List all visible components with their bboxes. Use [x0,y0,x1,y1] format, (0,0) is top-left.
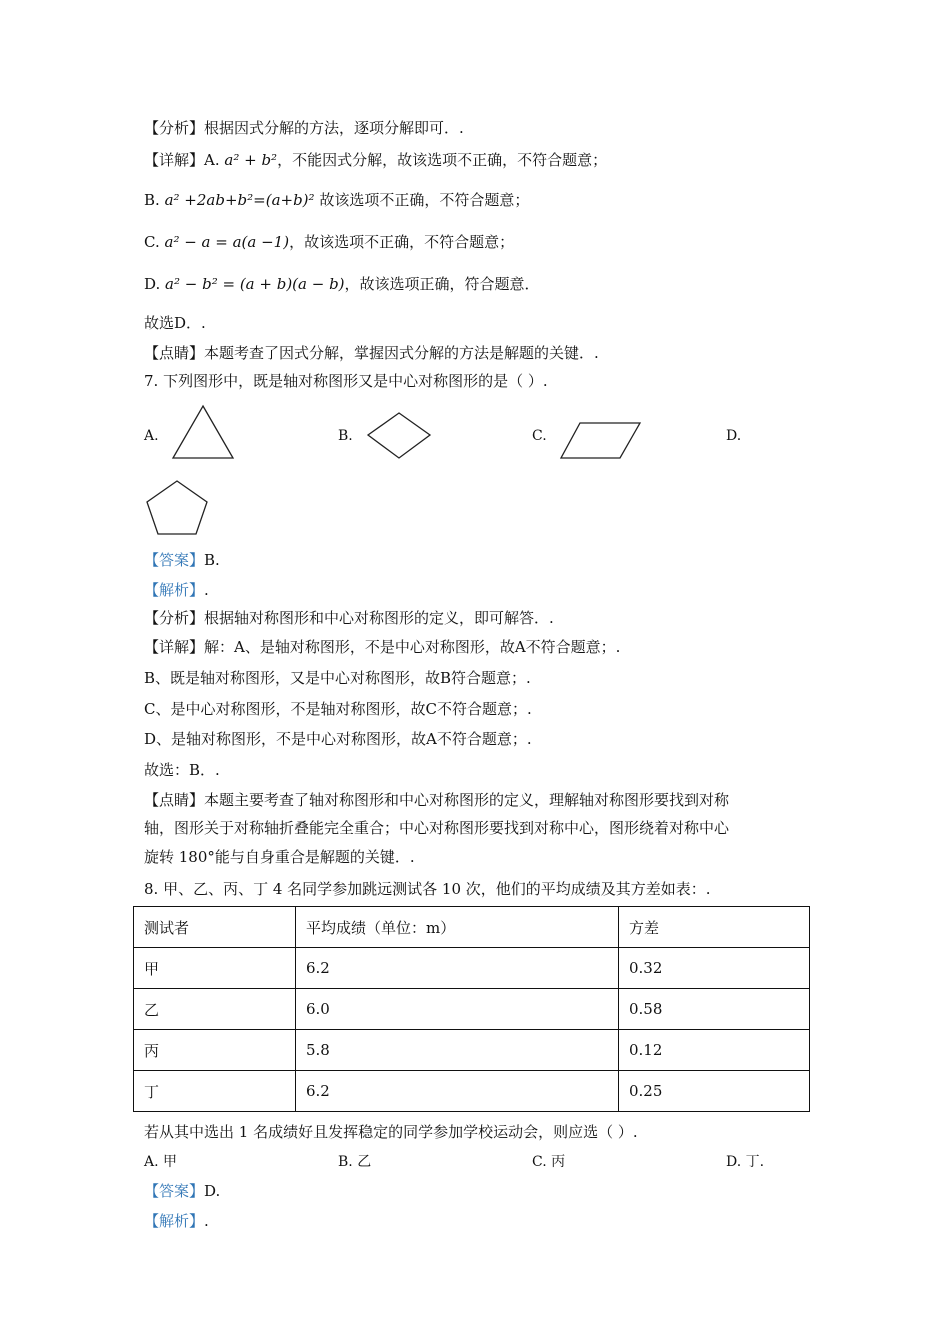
parallelogram-figure [560,422,642,460]
table-cell: 5.8 [296,1030,619,1071]
q6-comment: 【点睛】本题考查了因式分解，掌握因式分解的方法是解题的关键．. [144,344,599,362]
q7-option-c-label: C. [532,428,547,444]
q8-prompt: 若从其中选出 1 名成绩好且发挥稳定的同学参加学校运动会，则应选（ ）. [144,1123,638,1141]
q6-detail-d: D. a² − b² = (a + b)(a − b)，故该选项正确，符合题意． [144,275,540,293]
q8-option-b: B. 乙 [338,1154,372,1170]
table-header-row [134,907,810,948]
table-cell: 0.12 [619,1030,810,1071]
q7-comment-line-2: 轴，图形关于对称轴折叠能完全重合；中心对称图形要找到对称中心，图形绕着对称中心 [144,819,730,837]
table-row [134,948,810,989]
triangle-figure [172,404,234,460]
table-row [134,1030,810,1071]
pentagon-figure [146,480,208,536]
q7-analysis: 【分析】根据轴对称图形和中心对称图形的定义，即可解答．. [144,609,554,627]
q8-option-d: D. 丁. [726,1154,765,1170]
q6-detail-b: B. a² +2ab+b²=(a+b)² 故该选项不正确，不符合题意； [144,191,530,209]
table-cell: 乙 [134,989,296,1030]
q7-detail-a: 【详解】解：A、是轴对称图形，不是中心对称图形，故A不符合题意；. [144,638,621,656]
q7-explain: 【解析】. [144,581,209,599]
table-header-cell: 平均成绩（单位：m） [296,907,619,948]
table-cell: 甲 [134,948,296,989]
q8-explain: 【解析】. [144,1212,209,1230]
q7-detail-d: D、是轴对称图形，不是中心对称图形，故A不符合题意；. [144,730,532,748]
q6-c-expression: a² − a = a(a −1) [164,233,290,251]
q6-b-expression: a² +2ab+b²=(a+b)² [164,191,315,209]
table-cell: 6.2 [296,948,619,989]
q7-option-d-label: D. [726,428,742,444]
q6-d-expression: a² − b² = (a + b)(a − b) [165,275,345,293]
q8-score-table [133,906,810,1112]
q8-answer: 【答案】D. [144,1182,221,1200]
q8-question: 8. 甲、乙、丙、丁 4 名同学参加跳远测试各 10 次，他们的平均成绩及其方差如表：. [144,880,711,898]
q6-detail-c: C. a² − a = a(a −1)，故该选项不正确，不符合题意； [144,233,515,251]
q8-option-a: A. 甲 [144,1154,178,1170]
table-cell: 0.25 [619,1071,810,1112]
q6-choose: 故选D．. [144,314,206,332]
q6-a-expression: a² + b² [224,151,278,169]
table-row [134,1071,810,1112]
table-header-cell: 测试者 [134,907,296,948]
q7-answer: 【答案】B. [144,551,220,569]
q8-option-c: C. 丙 [532,1154,566,1170]
q7-question: 7. 下列图形中，既是轴对称图形又是中心对称图形的是（ ）. [144,372,548,390]
q7-option-a-label: A. [144,428,159,444]
q7-detail-b: B、既是轴对称图形，又是中心对称图形，故B符合题意；. [144,669,531,687]
table-cell: 0.32 [619,948,810,989]
q7-choose: 故选：B．. [144,761,220,779]
table-row [134,989,810,1030]
table-cell: 丁 [134,1071,296,1112]
table-header-cell: 方差 [619,907,810,948]
table-cell: 0.58 [619,989,810,1030]
rhombus-figure [367,412,431,460]
q7-detail-c: C、是中心对称图形，不是轴对称图形，故C不符合题意；. [144,700,532,718]
q6-analysis: 【分析】根据因式分解的方法，逐项分解即可．. [144,119,464,137]
table-cell: 6.2 [296,1071,619,1112]
table-cell: 丙 [134,1030,296,1071]
q7-option-b-label: B. [338,428,353,444]
q7-comment-line-3: 旋转 180°能与自身重合是解题的关键．. [144,848,415,866]
table-cell: 6.0 [296,989,619,1030]
q7-comment-line-1: 【点睛】本题主要考查了轴对称图形和中心对称图形的定义，理解轴对称图形要找到对称 [144,791,730,809]
q6-detail-a: 【详解】A. a² + b²，不能因式分解，故该选项不正确，不符合题意； [144,151,608,169]
